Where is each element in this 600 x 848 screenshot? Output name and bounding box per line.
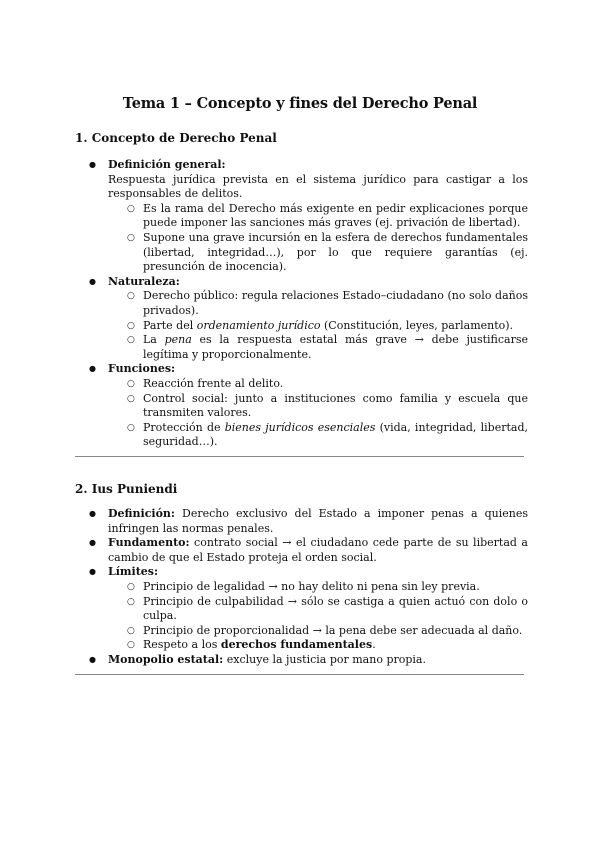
section-2-list	[85, 507, 528, 668]
sub-item: ○ Es la rama del Derecho más exigente en pedir explicaciones porque puede imponer las sanciones más graves (ej. privación de libertad).	[127, 202, 528, 231]
sub-item: ○ Derecho público: regula relaciones Estado–ciudadano (no solo daños privados).	[127, 289, 528, 318]
sub-item-text: La	[143, 333, 165, 347]
sub-item	[127, 638, 528, 653]
item-text: excluye la justicia por mano propia.	[223, 652, 426, 666]
sub-item-text: .	[372, 638, 376, 652]
item-label: Monopolio estatal:	[108, 652, 224, 666]
item-label: Naturaleza:	[108, 274, 180, 288]
sub-item: ○ Reacción frente al delito.	[127, 377, 528, 392]
document-title: Tema 1 – Concepto y fines del Derecho Penal	[122, 95, 478, 112]
list-item-definicion-general	[85, 158, 528, 275]
sub-item-text: Respeto a los	[143, 638, 221, 652]
sub-item-strong: derechos fundamentales	[220, 638, 373, 652]
sub-item-text: Protección de	[143, 420, 225, 434]
list-item-naturaleza	[85, 275, 528, 363]
sub-item-emphasis: ordenamiento jurídico	[196, 318, 321, 332]
list-item-limites	[85, 565, 528, 653]
sub-item-emphasis: pena	[164, 333, 192, 347]
section-divider	[75, 456, 524, 457]
item-text: contrato social → el ciudadano cede parte de su libertad a cambio de que el Estado proteja el orden social.	[108, 536, 528, 564]
list-item-monopolio	[85, 653, 528, 668]
list-item-funciones	[85, 362, 528, 450]
item-label: Funciones:	[108, 362, 176, 376]
sub-item-text: Parte del	[143, 318, 197, 332]
item-label: Fundamento:	[108, 536, 190, 550]
section-2-heading: 2. Ius Puniendi	[75, 482, 178, 496]
item-label: Definición:	[108, 507, 175, 520]
sub-item-text: (vida, integridad, libertad, seguridad…).	[143, 420, 528, 449]
sub-item: ○ Principio de culpabilidad → sólo se castiga a quien actuó con dolo o culpa.	[127, 595, 528, 624]
sub-item-text: (Constitución, leyes, parlamento).	[320, 318, 514, 332]
item-label: Definición general:	[108, 158, 226, 171]
list-item-fundamento	[85, 536, 528, 565]
sub-item: ○ Supone una grave incursión en la esfera de derechos fundamentales (libertad, integridad…), por lo que requiere garantías (ej. presunción de inocencia).	[127, 231, 528, 275]
sub-item-emphasis: bienes jurídicos esenciales	[224, 420, 376, 434]
section-1-heading: 1. Concepto de Derecho Penal	[75, 131, 277, 145]
sub-item	[127, 333, 528, 362]
section-divider	[75, 674, 524, 675]
sub-item: ○ Control social: junto a instituciones como familia y escuela que transmiten valores.	[127, 392, 528, 421]
sub-item-text: es la respuesta estatal más grave → debe justificarse legítima y proporcionalmente.	[143, 333, 528, 361]
item-text: Respuesta jurídica prevista en el sistema jurídico para castigar a los responsables de delitos.	[108, 172, 528, 201]
sub-item	[127, 319, 528, 334]
sub-item	[127, 421, 528, 450]
item-text: Derecho exclusivo del Estado a imponer penas a quienes infringen las normas penales.	[108, 507, 528, 535]
list-item-definicion	[85, 507, 528, 536]
section-1-list	[85, 158, 528, 450]
sub-item: ○ Principio de proporcionalidad → la pena debe ser adecuada al daño.	[127, 624, 528, 639]
sub-item: ○ Principio de legalidad → no hay delito ni pena sin ley previa.	[127, 580, 528, 595]
item-label: Límites:	[108, 565, 159, 579]
